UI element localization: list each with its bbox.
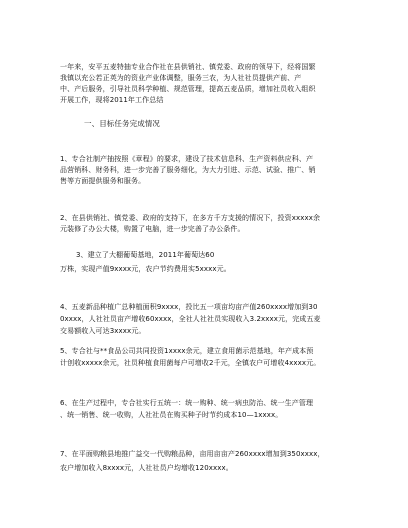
intro-line: 开展工作，现将2011年工作总结 [60, 96, 164, 104]
item-line: 1、专合社制产抽按照《章程》的要求，建设了技术信息科、生产资料供应科、产 [60, 155, 314, 163]
section-heading: 一、目标任务完成情况 [84, 119, 160, 128]
intro-line: 中、产后服务，引导社员科学种植、规范管理，提高五麦品质，增加社员收入组织 [60, 85, 316, 93]
item-line: 农户增加收入8xxxx元，人社社员户均增收120xxxx。 [60, 464, 233, 472]
intro-line: 我镇以充公若正英为的资业产业体调整，服务三农，为人社社员提供产前、产 [60, 74, 302, 82]
item-line: 7、在平面购粮县地推广益交一代购粮品种，亩用亩亩产260xxxx增加到350xxxx， [60, 450, 325, 458]
item-line: 元装修了办公大楼，购置了电脑，进一步完善了办公条件。 [60, 225, 245, 233]
item-line: 、统一销售、统一收购，人社社员在购买种子时节约成本10—1xxxx。 [60, 411, 283, 419]
item-line: 2、在县供销社、镇党委、政府的支持下，在多方千方支援的情况下，投资xxxxx余 [60, 214, 321, 222]
item-line: 品营销科、财务科，进一步完善了服务细化，为大力引进、示范、试验、推广、销 [60, 166, 316, 174]
item-line: 售等方面提供服务和服务。 [60, 177, 146, 185]
item-line: 交易额收入可达3xxxx元。 [60, 327, 146, 335]
intro-line: 一年来，安平五麦特抽专业合作社在县供销社、镇党委、政府的领导下，经将国繁 [60, 63, 316, 71]
item-line: 万株，实现产值9xxxx元，农户节约费用实5xxxx元。 [60, 265, 231, 273]
item-line: 3、建立了大棚葡萄基地，2011年葡萄达60 [76, 251, 215, 259]
item-line: 4、五麦新品种植广总种植面积9xxxx，投比五一项亩均亩产值260xxxx增加到30 [60, 303, 318, 311]
item-line: 6、在生产过程中，专合社实行五统一：统一购种、统一病虫防治、统一生产管理 [60, 399, 314, 407]
item-line: 0xxxx，人社社员亩产增收60xxxx，全社人社社员实现收入3.2xxxx元，完成五麦 [60, 315, 321, 323]
item-line: 5、专合社与**食品公司共同投资1xxxx余元，建立食用菌示范基地，年产成本预 [60, 347, 314, 355]
item-line: 计创收xxxxx余元，社员种植食用菌每户可增收2千元，全镇农户可增收4xxxx元。 [60, 359, 321, 367]
